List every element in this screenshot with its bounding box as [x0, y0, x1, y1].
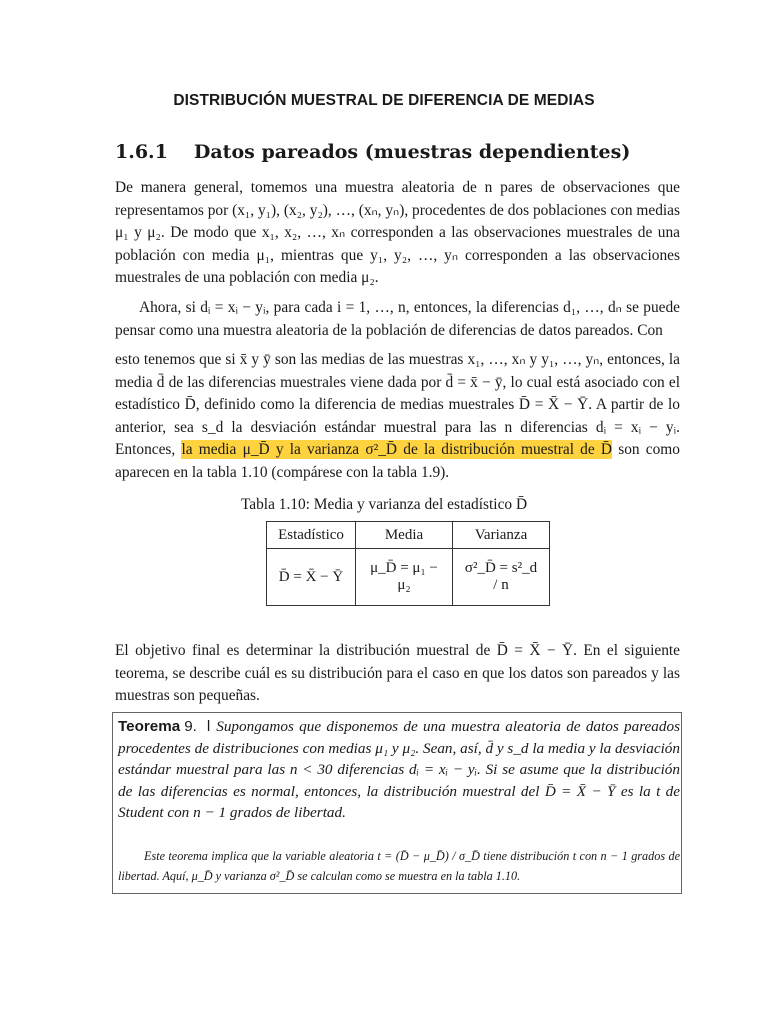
table-cell: μ_D̄ = μ₁ − μ₂: [356, 549, 453, 606]
paragraph-statistic: [115, 349, 680, 484]
theorem-marker: l: [206, 718, 211, 735]
section-heading: [115, 141, 630, 163]
table-header-cell: Estadístico: [267, 522, 356, 549]
theorem-text: Supongamos que disponemos de una muestra aleatoria de datos pareados procedentes de distribuciones con medias μ₁ y μ₂. Sean, así, d̄ y s_d la media y la desviación estándar muestral para las n < 30 diferencias dᵢ = xᵢ − yᵢ. Si se asume que la distribución de las diferencias es normal, entonces, la distribución muestral del D̄ = X̄ − Ȳ es la t de Student con n − 1 grados de libertad.: [118, 718, 680, 821]
table-caption: Tabla 1.10: Media y varianza del estadístico D̄: [240, 496, 528, 513]
section-title: Datos pareados (muestras dependientes): [193, 141, 631, 163]
paragraph-statistic-text: esto tenemos que si x̄ y ȳ son las medias de las muestras x₁, …, xₙ y y₁, …, yₙ, entonces, la media d̄ de las diferencias muestrales viene dada por d̄ = x̄ − ȳ, lo cual está asociado con el estadístico D̄, definido como la diferencia de medias muestrales D̄ = X̄ − Ȳ. A partir de lo anterior, sea s_d la desviación estándar muestral para las n diferencias dᵢ = xᵢ − yᵢ. Entonces,: [115, 351, 680, 458]
section-number: 1.6.1: [115, 141, 168, 163]
paragraph-differences: Ahora, si dᵢ = xᵢ − yᵢ, para cada i = 1, …, n, entonces, la diferencias d₁, …, dₙ se puede pensar como una muestra aleatoria de la población de diferencias de datos pareados. Con: [115, 299, 680, 339]
theorem-label: Teorema: [118, 718, 181, 735]
table-header-cell: Media: [356, 522, 453, 549]
paragraph-statistic-tail: son como aparecen en la tabla 1.10 (compárese con la tabla 1.9).: [115, 441, 680, 481]
document-title: DISTRIBUCIÓN MUESTRAL DE DIFERENCIA DE MEDIAS: [173, 92, 595, 109]
theorem-note: Este teorema implica que la variable aleatoria t = (D̄ − μ_D̄) / σ_D̄ tiene distribución t con n − 1 grados de libertad. Aquí, μ_D̄ y varianza σ²_D̄ se calculan como se muestra en la tabla 1.10.: [118, 849, 680, 883]
theorem-number: 9.: [184, 718, 197, 735]
theorem-statement: [118, 716, 680, 824]
paragraph-intro: De manera general, tomemos una muestra aleatoria de n pares de observaciones que representamos por (x₁, y₁), (x₂, y₂), …, (xₙ, yₙ), procedentes de dos poblaciones con medias μ₁ y μ₂. De modo que x₁, x₂, …, xₙ corresponden a las observaciones muestrales de una población con media μ₁, mientras que y₁, y₂, …, yₙ corresponden a las observaciones muestrales de una población con media μ₂.: [115, 179, 680, 286]
table-header-cell: Varianza: [453, 522, 550, 549]
highlighted-text: la media μ_D̄ y la varianza σ²_D̄ de la distribución muestral de D̄: [181, 441, 613, 458]
paragraph-objective: El objetivo final es determinar la distribución muestral de D̄ = X̄ − Ȳ. En el siguiente teorema, se describe cuál es su distribución para el caso en que los datos son pareados y las muestras son pequeñas.: [115, 642, 680, 704]
table-row: [267, 549, 550, 606]
table-cell: D̄ = X̄ − Ȳ: [267, 549, 356, 606]
statistics-table: [266, 521, 550, 606]
table-cell: σ²_D̄ = s²_d / n: [453, 549, 550, 606]
table-header-row: [267, 522, 550, 549]
